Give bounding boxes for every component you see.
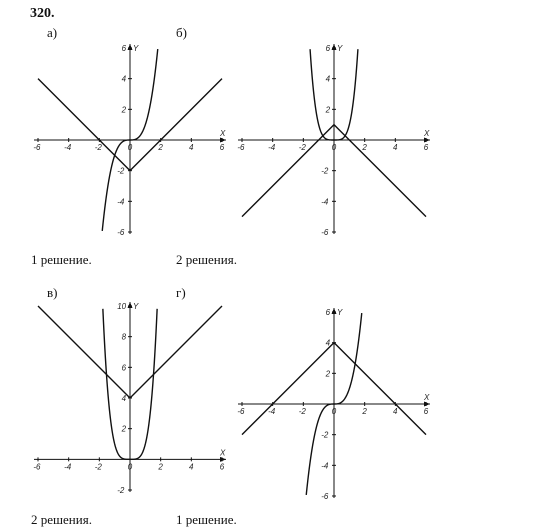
panel-label-g: г): [176, 285, 186, 300]
answer-v: 2 решения.: [31, 512, 92, 527]
y-arrow-icon: [332, 44, 337, 50]
panel-label-v: в): [47, 285, 58, 300]
x-tick-label: 0: [127, 143, 133, 152]
y-axis-letter: Y: [337, 44, 343, 53]
y-tick-label: -6: [117, 228, 125, 237]
x-tick-label: -4: [268, 143, 276, 152]
x-tick-label: 4: [393, 407, 398, 416]
y-arrow-icon: [332, 308, 337, 314]
x-tick-label: -2: [94, 462, 102, 472]
y-tick-label: -4: [321, 197, 329, 207]
x-tick-label: 2: [362, 143, 367, 152]
x-tick-label: 0: [127, 462, 133, 472]
x-tick-label: 2: [158, 462, 163, 472]
y-tick-label: 6: [121, 44, 127, 53]
y-tick-label: -4: [321, 461, 329, 471]
problem-number: 320.: [30, 6, 55, 21]
x-arrow-icon: [424, 402, 430, 407]
y-tick-label: -2: [117, 166, 125, 176]
y-axis-letter: Y: [337, 308, 343, 317]
graph-v: [30, 298, 230, 498]
x-arrow-icon: [220, 457, 226, 462]
y-tick-label: 6: [121, 363, 127, 373]
y-tick-label: -4: [117, 197, 125, 207]
x-tick-label: -2: [298, 143, 306, 152]
x-tick-label: -2: [94, 143, 102, 152]
y-arrow-icon: [128, 302, 133, 308]
x-arrow-icon: [220, 138, 226, 143]
graph-b: [234, 40, 434, 240]
graph-a: [30, 40, 230, 240]
x-tick-label: 4: [189, 143, 194, 152]
x-axis-letter: X: [424, 129, 430, 138]
x-arrow-icon: [424, 138, 430, 143]
y-tick-label: 6: [325, 44, 331, 53]
y-tick-label: 6: [325, 308, 331, 317]
x-tick-label: 0: [331, 407, 337, 416]
answer-g: 1 решение.: [176, 512, 237, 527]
y-arrow-icon: [128, 44, 133, 50]
y-axis-letter: Y: [133, 44, 139, 53]
x-tick-label: 0: [331, 143, 337, 152]
y-tick-label: -2: [117, 486, 125, 495]
x-tick-label: -4: [64, 462, 72, 472]
y-tick-label: 4: [121, 394, 127, 403]
x-tick-label: -6: [237, 407, 245, 416]
answer-b: 2 решения.: [176, 252, 237, 267]
panel-label-b: б): [176, 25, 187, 40]
y-tick-label: 2: [121, 105, 127, 115]
answer-a: 1 решение.: [31, 252, 92, 267]
y-tick-label: 4: [325, 338, 331, 348]
y-tick-label: 2: [325, 369, 331, 379]
y-tick-label: 10: [117, 302, 127, 311]
x-tick-label: -4: [268, 407, 276, 416]
y-tick-label: 4: [325, 74, 331, 84]
x-tick-label: -4: [64, 143, 72, 152]
x-axis-letter: X: [220, 129, 226, 138]
y-axis-letter: Y: [133, 302, 139, 311]
y-tick-label: 2: [325, 105, 331, 115]
graph-g: [234, 304, 434, 504]
y-tick-label: -6: [321, 228, 329, 237]
y-tick-label: -6: [321, 492, 329, 501]
x-tick-label: 6: [423, 407, 429, 416]
x-tick-label: 6: [219, 143, 225, 152]
y-tick-label: -2: [321, 166, 329, 176]
x-axis-letter: X: [424, 393, 430, 402]
y-tick-label: -2: [321, 430, 329, 440]
x-tick-label: 6: [219, 462, 225, 472]
x-tick-label: 4: [393, 143, 398, 152]
x-tick-label: -6: [237, 143, 245, 152]
x-tick-label: 2: [362, 407, 367, 416]
x-tick-label: 4: [189, 462, 194, 472]
x-tick-label: 2: [158, 143, 163, 152]
y-tick-label: 8: [121, 332, 127, 342]
x-tick-label: -6: [33, 462, 41, 472]
x-tick-label: 6: [423, 143, 429, 152]
y-tick-label: 2: [121, 424, 127, 434]
x-axis-letter: X: [220, 448, 226, 458]
y-tick-label: 4: [121, 74, 127, 84]
x-tick-label: -6: [33, 143, 41, 152]
panel-label-a: а): [47, 25, 58, 40]
x-tick-label: -2: [298, 407, 306, 416]
